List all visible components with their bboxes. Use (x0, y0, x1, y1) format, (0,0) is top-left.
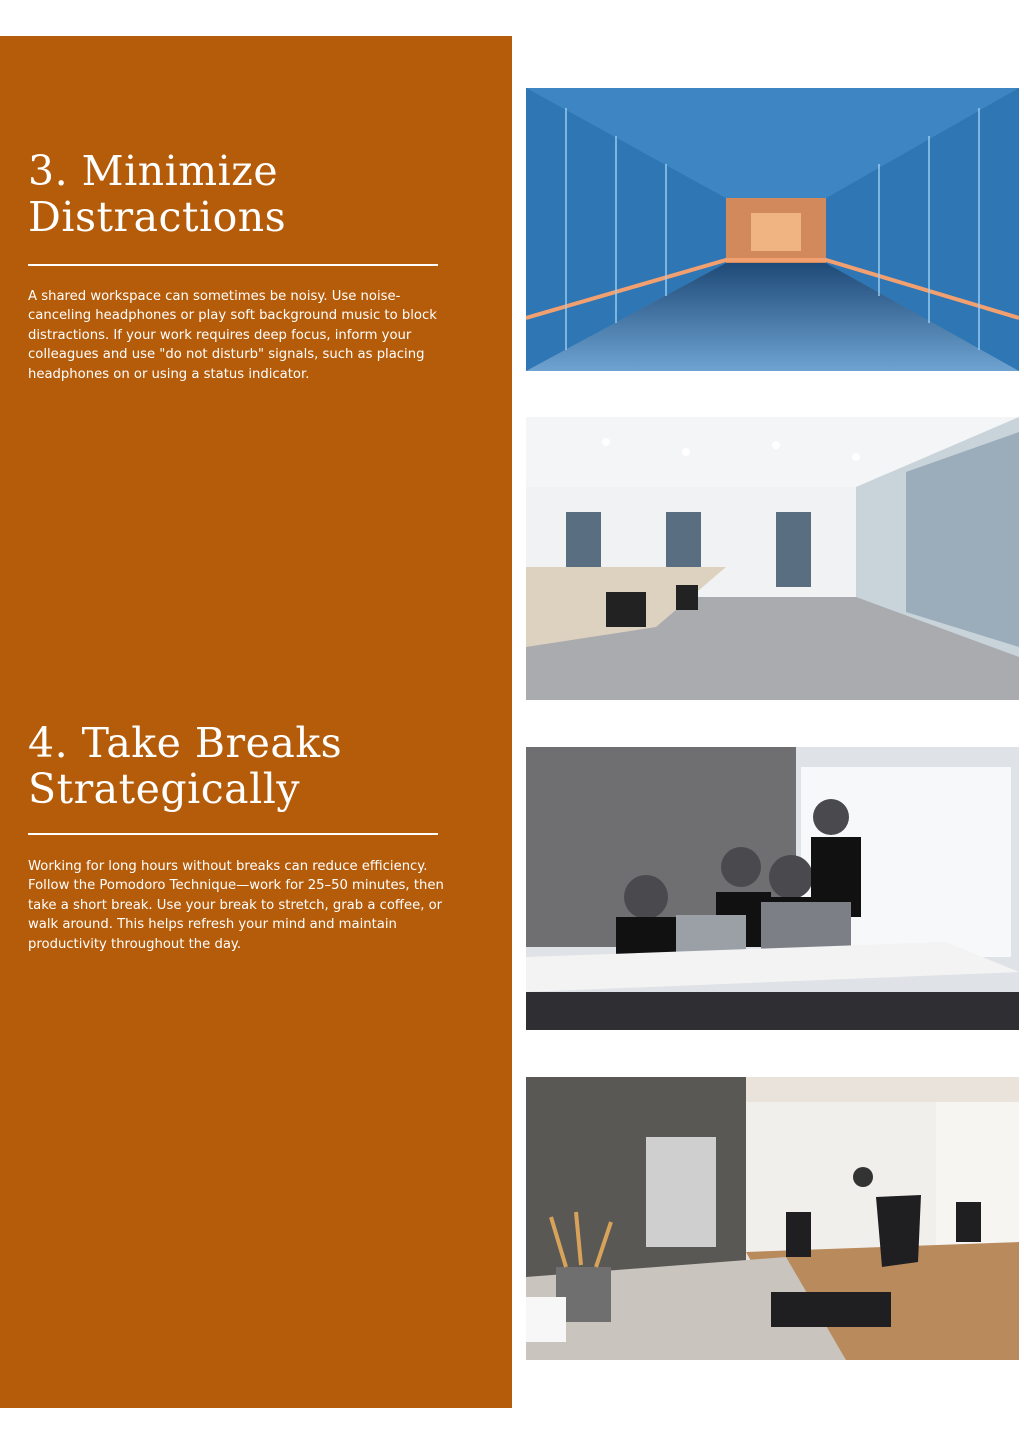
section-body-minimize-distractions: A shared workspace can sometimes be noisy. Use noise-canceling headphones or play soft background music to block distractions. If your work requires deep focus, inform your colleagues and use "do not disturb" signals, such as placing headphones on or using a status indicator. (28, 289, 437, 382)
section-title-minimize-distractions (28, 148, 468, 240)
section-body-take-breaks: Working for long hours without breaks can reduce efficiency. Follow the Pomodoro Technique—work for 25–50 minutes, then take a short break. Use your break to stretch, grab a coffee, or walk around. This helps refresh your mind and maintain productivity throughout the day. (28, 859, 444, 952)
section-title-take-breaks (28, 720, 468, 812)
title-line: 4. Take Breaks (28, 719, 343, 767)
photo-office-desk (526, 1077, 1019, 1360)
title-line: Strategically (28, 765, 300, 813)
divider-line (28, 264, 438, 266)
photo-team-meeting (526, 747, 1019, 1030)
divider-line (28, 833, 438, 835)
content-panel (0, 36, 512, 1408)
title-line: Distractions (28, 193, 287, 241)
photo-glass-corridor (526, 88, 1019, 371)
title-line: 3. Minimize (28, 147, 279, 195)
photo-empty-office (526, 417, 1019, 700)
